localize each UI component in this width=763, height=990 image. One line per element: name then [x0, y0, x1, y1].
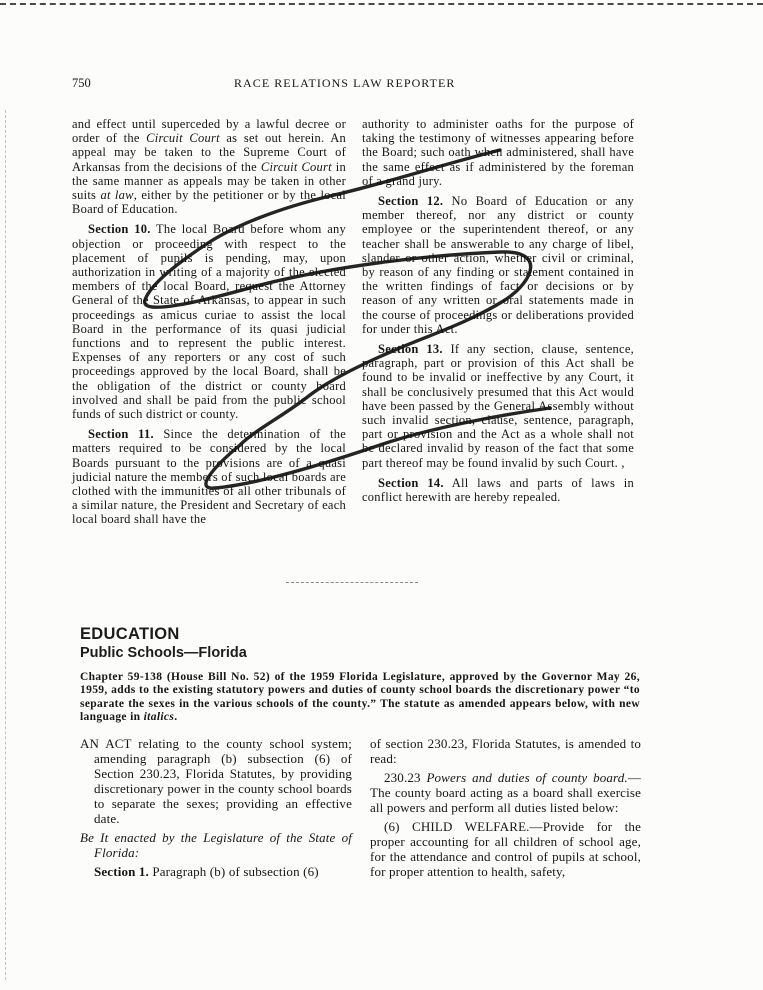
italic-text-run: Powers and duties of county board.: [426, 770, 628, 785]
section-14-paragraph: [362, 476, 634, 504]
italic-text-run: Be It enacted by the Legislature of the State of Florida:: [80, 830, 352, 860]
text-run: in the same manner as appeals may be taken in other suits: [72, 159, 346, 203]
text-run: , either by the petitioner or by the local Board of Education.: [72, 188, 346, 217]
paragraph: [370, 736, 641, 766]
page-number: 750: [72, 76, 91, 90]
italic-text-run: at law: [100, 188, 134, 203]
paragraph-text: [362, 117, 634, 188]
section-label: Section 1.: [94, 864, 149, 879]
text-run: If any section, clause, sentence, paragraph, part or provision of this Act shall be found to be invalid or ineffective by any Court, it shall be conclusively presumed that this Act would have been passed by the General Assembly without such invalid section, clause, sentence, paragraph, part or provision and the Act as a whole shall not be declared invalid by reason of the fact that some part thereof may be found invalid by such Court. ,: [362, 342, 634, 470]
section-label: Section 11.: [88, 427, 154, 442]
paragraph-text: [72, 222, 346, 421]
text-run: (6) CHILD WELFARE.—Provide for the proper accounting for all children of school age, for the attendance and control of pupils at school, for proper attention to health, safety,: [370, 819, 641, 879]
text-run: No Board of Education or any member thereof, nor any district or county employee or the superintendent thereof, or any teacher shall be answerable to any charge of libel, slander or other action, whether civil or criminal, by reason of any finding or statement contained in the written findings of fact or decisions or by reason of any written or oral statements made in the course of proceedings or deliberations provided for under this Act.: [362, 194, 634, 336]
section-label: Section 10.: [88, 222, 151, 237]
text-run: as set out herein. An appeal may be taken to the Supreme Court of Arkansas from the decisions of the: [72, 131, 346, 174]
text-run: authority to administer oaths for the purpose of taking the testimony of witnesses appearing before the Board; such oath when administered, shall have the same effect as if administered by the foreman of a grand jury.: [362, 117, 634, 188]
section-1-paragraph: [80, 864, 352, 879]
paragraph-text: [370, 770, 641, 815]
text-run: and effect until superceded by a lawful decree or order of the: [72, 117, 346, 146]
paragraph-text: [72, 427, 346, 526]
act-title-paragraph: [80, 736, 352, 826]
section-12-paragraph: [362, 194, 634, 336]
italic-text-run: Circuit Court: [146, 131, 220, 146]
section-subheading: Public Schools—Florida: [80, 645, 247, 661]
paragraph: [72, 117, 346, 216]
section-11-paragraph: [72, 427, 346, 526]
text-run: Chapter 59-138 (House Bill No. 52) of the 1959 Florida Legislature, approved by the Governor May 26, 1959, adds to the existing statutory powers and duties of county school boards the discretionary power “to separate the sexes in the various schools of the county.” The statute as amended appears below, with new language in: [80, 671, 640, 724]
section-13-paragraph: [362, 342, 634, 470]
text-run: —The county board acting as a board shall exercise all powers and perform all duties listed below:: [370, 770, 641, 815]
education-right-column: [370, 736, 641, 883]
running-header: RACE RELATIONS LAW REPORTER: [234, 76, 456, 90]
paragraph-text: [152, 864, 318, 879]
paragraph-text: [370, 736, 641, 766]
section-heading: EDUCATION: [80, 625, 180, 643]
scan-edge-mark: [0, 3, 763, 5]
text-run: of section 230.23, Florida Statutes, is amended to read:: [370, 736, 641, 766]
top-left-column: [72, 117, 346, 533]
section-10-paragraph: [72, 222, 346, 421]
italic-text-run: Circuit Court: [260, 159, 332, 174]
top-right-column: [362, 117, 634, 510]
italic-text-run: italics: [143, 711, 175, 724]
paragraph-text: [362, 194, 634, 336]
paragraph-text: [370, 819, 641, 879]
text-run: The local Board before whom any objection or proceeding with respect to the placement of pupils is pending, may, upon authorization in writing of a majority of the elected members of the local Board, request the Attorney General of the State of Arkansas, to appear in such proceedings as amicus curiae to assist the local Board in the performance of its quasi judicial functions and to represent the public interest. Expenses of any reporters or any cost of such proceedings approved by the local Board, shall be the obligation of the district or county board involved and shall be paid from the public school funds of such district or county.: [72, 222, 346, 422]
child-welfare-paragraph: [370, 819, 641, 879]
section-divider: [286, 582, 418, 583]
paragraph-text: [362, 342, 634, 470]
text-run: 230.23: [384, 770, 427, 785]
text-run: .: [174, 711, 178, 724]
statute-summary: [80, 671, 640, 725]
paragraph: [362, 117, 634, 188]
text-run: AN ACT relating to the county school system; amending paragraph (b) subsection (6) of Section 230.23, Florida Statutes, by providing discretionary power in the county school boards to separate the sexes; providing an effective date.: [80, 736, 352, 826]
enacting-clause: [80, 830, 352, 860]
section-label: Section 12.: [378, 194, 444, 209]
text-run: All laws and parts of laws in conflict herewith are hereby repealed.: [362, 475, 634, 505]
section-label: Section 14.: [378, 475, 444, 490]
paragraph-text: [72, 117, 346, 216]
education-left-column: [80, 736, 352, 883]
paragraph-text: [80, 830, 352, 860]
text-run: Paragraph (b) of subsection (6): [152, 864, 319, 879]
scan-margin-mark: [5, 110, 6, 980]
section-label: Section 13.: [378, 342, 443, 357]
text-run: Since the determination of the matters required to be considered by the local Boards pursuant to the provisions are of a quasi judicial nature the members of such local boards are clothed with the immunities of all other tribunals of a similar nature, the President and Secretary of each local board shall have the: [72, 427, 347, 527]
paragraph-text: [80, 736, 352, 826]
statute-230-23-paragraph: [370, 770, 641, 815]
